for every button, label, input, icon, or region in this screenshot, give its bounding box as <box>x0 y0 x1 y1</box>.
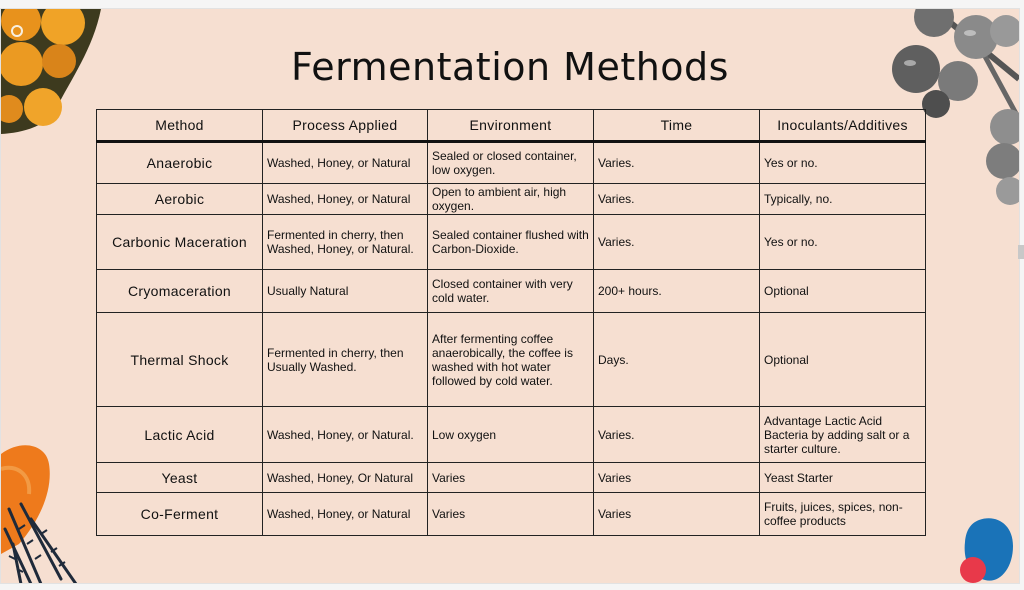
header-method: Method <box>97 110 263 142</box>
environment-cell: After fermenting coffee anaerobically, the coffee is washed with hot water followed by cold water. <box>428 313 594 407</box>
table-row <box>97 463 926 493</box>
table-row <box>97 270 926 313</box>
method-cell: Anaerobic <box>97 142 263 184</box>
time-cell: Varies. <box>594 184 760 215</box>
method-cell: Co-Ferment <box>97 493 263 536</box>
inoculants-cell: Optional <box>760 313 926 407</box>
inoculants-cell: Optional <box>760 270 926 313</box>
environment-cell: Low oxygen <box>428 407 594 463</box>
method-cell: Cryomaceration <box>97 270 263 313</box>
method-cell: Yeast <box>97 463 263 493</box>
header-time: Time <box>594 110 760 142</box>
method-cell: Aerobic <box>97 184 263 215</box>
inoculants-cell: Typically, no. <box>760 184 926 215</box>
blue-red-blobs <box>951 514 1019 583</box>
environment-cell: Varies <box>428 463 594 493</box>
inoculants-cell: Fruits, juices, spices, non-coffee products <box>760 493 926 536</box>
process-cell: Washed, Honey, Or Natural <box>263 463 428 493</box>
table-row <box>97 407 926 463</box>
time-cell: Varies <box>594 463 760 493</box>
orange-brush-stroke <box>1 434 91 584</box>
table-row <box>97 313 926 407</box>
method-cell: Thermal Shock <box>97 313 263 407</box>
environment-cell: Open to ambient air, high oxygen. <box>428 184 594 215</box>
process-cell: Usually Natural <box>263 270 428 313</box>
inoculants-cell: Yeast Starter <box>760 463 926 493</box>
time-cell: Varies <box>594 493 760 536</box>
inoculants-cell: Yes or no. <box>760 142 926 184</box>
header-environment: Environment <box>428 110 594 142</box>
time-cell: Varies. <box>594 215 760 270</box>
time-cell: Varies. <box>594 407 760 463</box>
method-cell: Lactic Acid <box>97 407 263 463</box>
environment-cell: Varies <box>428 493 594 536</box>
table-row <box>97 184 926 215</box>
environment-cell: Sealed or closed container, low oxygen. <box>428 142 594 184</box>
slide-title: Fermentation Methods <box>291 45 729 89</box>
method-cell: Carbonic Maceration <box>97 215 263 270</box>
inoculants-cell: Advantage Lactic Acid Bacteria by adding salt or a starter culture. <box>760 407 926 463</box>
table-header-row <box>97 110 926 142</box>
environment-cell: Sealed container flushed with Carbon-Dioxide. <box>428 215 594 270</box>
process-cell: Washed, Honey, or Natural <box>263 493 428 536</box>
table-row <box>97 215 926 270</box>
header-process: Process Applied <box>263 110 428 142</box>
environment-cell: Closed container with very cold water. <box>428 270 594 313</box>
table-row <box>97 493 926 536</box>
time-cell: Days. <box>594 313 760 407</box>
process-cell: Washed, Honey, or Natural <box>263 184 428 215</box>
header-inoculants: Inoculants/Additives <box>760 110 926 142</box>
fermentation-table <box>96 109 926 536</box>
table-row <box>97 142 926 184</box>
inoculants-cell: Yes or no. <box>760 215 926 270</box>
process-cell: Fermented in cherry, then Washed, Honey, or Natural. <box>263 215 428 270</box>
process-cell: Washed, Honey, or Natural <box>263 142 428 184</box>
slide <box>0 8 1020 584</box>
scrollbar-thumb[interactable] <box>1018 245 1024 259</box>
time-cell: 200+ hours. <box>594 270 760 313</box>
process-cell: Washed, Honey, or Natural. <box>263 407 428 463</box>
process-cell: Fermented in cherry, then Usually Washed. <box>263 313 428 407</box>
time-cell: Varies. <box>594 142 760 184</box>
